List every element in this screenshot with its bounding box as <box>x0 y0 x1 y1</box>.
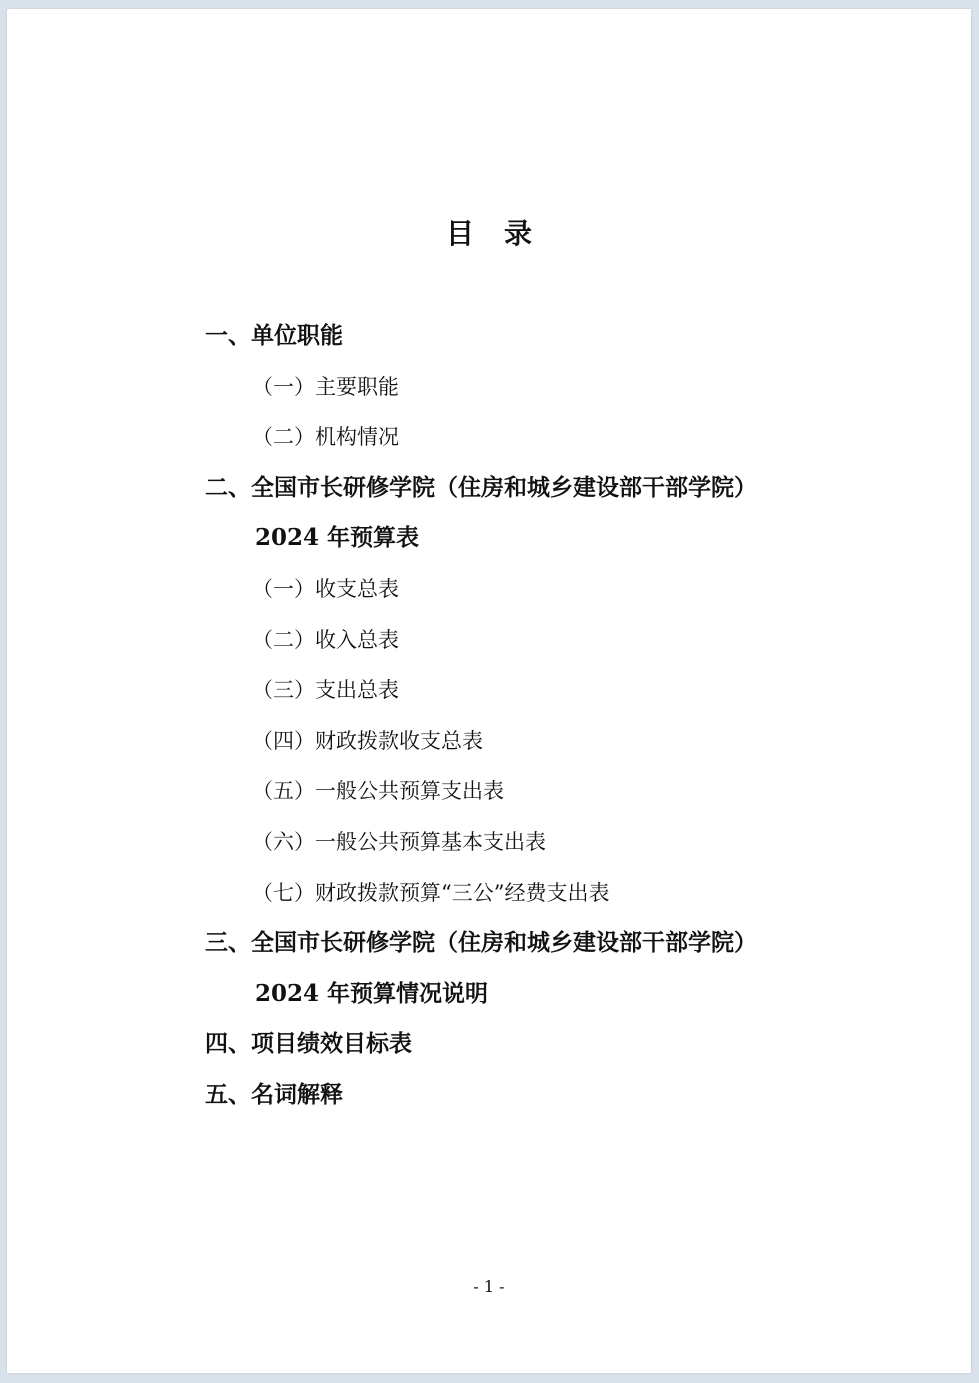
toc-item-performance-targets[interactable]: 四、项目绩效目标表 <box>205 1030 412 1058</box>
toc-item-expenditure-summary[interactable]: （三）支出总表 <box>252 678 399 703</box>
document-page <box>7 9 971 1373</box>
toc-item-three-public-expenses[interactable]: （七）财政拨款预算“三公”经费支出表 <box>252 880 610 905</box>
toc-item-unit-functions[interactable]: 一、单位职能 <box>205 322 343 349</box>
table-of-contents <box>205 311 885 1121</box>
toc-item-organization[interactable]: （二）机构情况 <box>252 425 399 450</box>
toc-title-char-2: 录 <box>504 217 533 250</box>
toc-item-main-functions[interactable]: （一）主要职能 <box>252 374 399 399</box>
toc-title <box>7 214 971 254</box>
toc-item-revenue-expenditure-summary[interactable]: （一）收支总表 <box>252 576 399 601</box>
toc-item-glossary[interactable]: 五、名词解释 <box>205 1080 343 1108</box>
toc-item-budget-explanation[interactable]: 三、全国市长研修学院（住房和城乡建设部干部学院） <box>205 929 757 957</box>
toc-item-budget-tables[interactable]: 二、全国市长研修学院（住房和城乡建设部干部学院） <box>205 473 757 501</box>
toc-item-general-public-basic[interactable]: （六）一般公共预算基本支出表 <box>252 829 546 854</box>
toc-title-char-1: 目 <box>445 217 474 250</box>
toc-item-general-public-budget[interactable]: （五）一般公共预算支出表 <box>252 779 504 804</box>
toc-item-revenue-summary[interactable]: （二）收入总表 <box>252 627 399 652</box>
page-number: - 1 - <box>473 1277 505 1296</box>
toc-item-fiscal-appropriation-summary[interactable]: （四）财政拨款收支总表 <box>252 728 483 753</box>
toc-item-budget-tables-cont[interactable]: 2024 年预算表 <box>255 524 420 552</box>
toc-item-budget-explanation-cont[interactable]: 2024 年预算情况说明 <box>255 979 489 1007</box>
